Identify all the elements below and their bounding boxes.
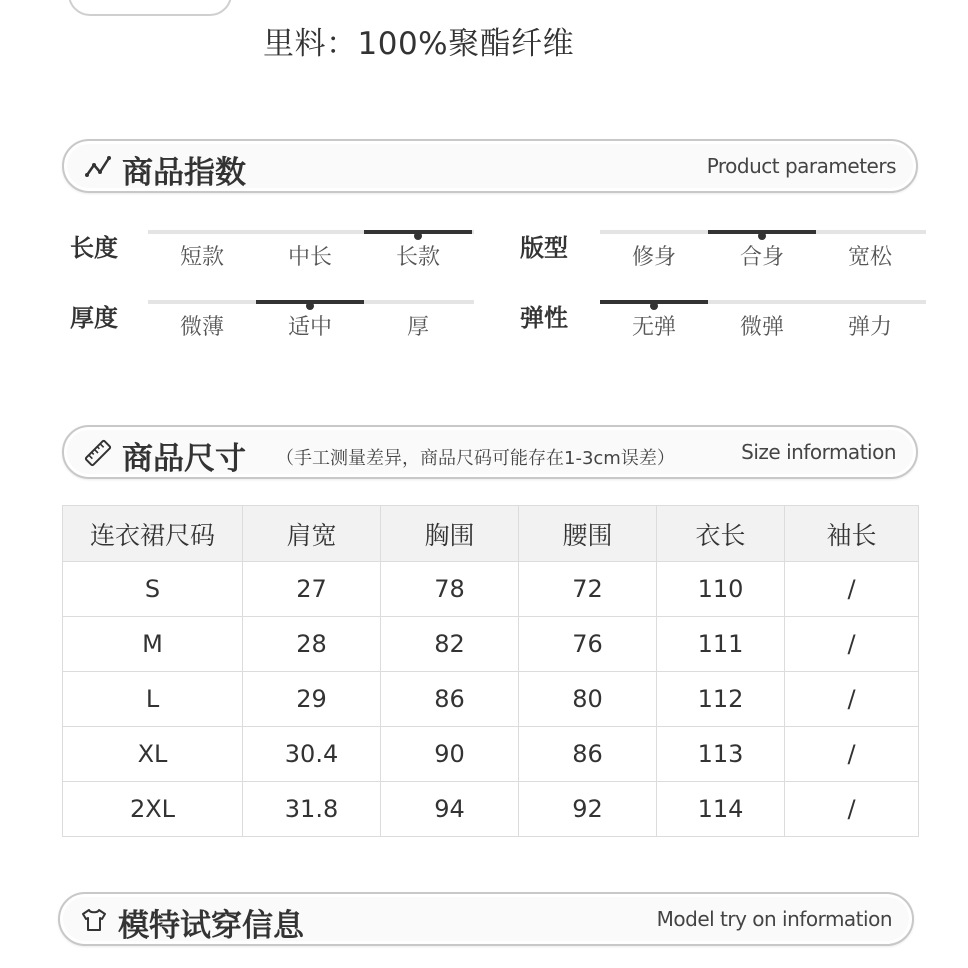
size-table-row: [63, 672, 919, 727]
model-try-on-header: [58, 892, 914, 946]
param-label: 长度: [70, 234, 118, 262]
param-selected-marker: [306, 302, 314, 310]
size-table-cell: 82: [381, 617, 519, 672]
size-table: [62, 505, 919, 837]
size-table-cell: 94: [381, 782, 519, 837]
param-label: 厚度: [70, 304, 118, 332]
header-bust: 胸围: [381, 506, 519, 562]
size-table-cell: 30.4: [243, 727, 381, 782]
size-table-cell: /: [785, 782, 919, 837]
size-table-cell: 2XL: [63, 782, 243, 837]
size-title-en: Size information: [741, 440, 896, 464]
size-table-cell: 31.8: [243, 782, 381, 837]
param-option: 合身: [739, 245, 784, 270]
ruler-icon: [84, 439, 112, 467]
size-table-cell: 86: [519, 727, 657, 782]
param-selected-marker: [414, 232, 422, 240]
param-option: 短款: [179, 245, 224, 270]
size-table-cell: XL: [63, 727, 243, 782]
size-measurement-note: （手工测量差异，商品尺码可能存在1-3cm误差）: [276, 448, 675, 469]
param-label: 版型: [520, 234, 568, 262]
header-shoulder: 肩宽: [243, 506, 381, 562]
size-table-cell: 111: [657, 617, 785, 672]
size-table-row: [63, 562, 919, 617]
trend-line-icon: [84, 153, 112, 181]
size-table-cell: S: [63, 562, 243, 617]
param-option: 长款: [395, 245, 440, 270]
size-table-cell: /: [785, 672, 919, 727]
lining-material-text: 里料：100%聚酯纤维: [263, 26, 575, 62]
model-title: 模特试穿信息: [118, 908, 304, 944]
size-table-row: [63, 617, 919, 672]
param-option: 微薄: [179, 315, 224, 340]
size-information-header: [62, 425, 918, 479]
param-selected-marker: [650, 302, 658, 310]
size-table-row: [63, 727, 919, 782]
size-table-cell: 114: [657, 782, 785, 837]
params-title-en: Product parameters: [706, 154, 896, 178]
size-table-cell: 113: [657, 727, 785, 782]
size-table-cell: 92: [519, 782, 657, 837]
param-option: 厚: [406, 315, 429, 340]
previous-section-header: [68, 0, 232, 16]
size-table-cell: 27: [243, 562, 381, 617]
param-option: 弹力: [847, 315, 892, 340]
size-table-cell: /: [785, 617, 919, 672]
header-length: 衣长: [657, 506, 785, 562]
product-parameters-header: [62, 139, 918, 193]
size-title: 商品尺寸: [122, 441, 246, 477]
header-size: 连衣裙尺码: [63, 506, 243, 562]
param-option: 宽松: [847, 245, 892, 270]
size-table-cell: 90: [381, 727, 519, 782]
size-table-cell: 76: [519, 617, 657, 672]
size-table-cell: 28: [243, 617, 381, 672]
size-table-cell: 72: [519, 562, 657, 617]
size-table-cell: /: [785, 562, 919, 617]
tshirt-icon: [80, 906, 108, 934]
size-table-cell: 80: [519, 672, 657, 727]
params-title: 商品指数: [122, 155, 246, 191]
size-table-cell: 110: [657, 562, 785, 617]
size-table-cell: 78: [381, 562, 519, 617]
header-waist: 腰围: [519, 506, 657, 562]
size-table-cell: 112: [657, 672, 785, 727]
param-option: 适中: [287, 315, 332, 340]
param-option: 修身: [631, 245, 676, 270]
param-option: 中长: [287, 245, 332, 270]
size-table-cell: L: [63, 672, 243, 727]
param-selected-marker: [758, 232, 766, 240]
model-title-en: Model try on information: [656, 907, 892, 931]
param-option: 无弹: [631, 315, 676, 340]
size-table-cell: 86: [381, 672, 519, 727]
size-table-row: [63, 782, 919, 837]
size-table-cell: /: [785, 727, 919, 782]
size-table-header-row: [63, 506, 919, 562]
header-sleeve: 袖长: [785, 506, 919, 562]
param-option: 微弹: [739, 315, 784, 340]
size-table-cell: 29: [243, 672, 381, 727]
param-label: 弹性: [520, 304, 568, 332]
size-table-cell: M: [63, 617, 243, 672]
